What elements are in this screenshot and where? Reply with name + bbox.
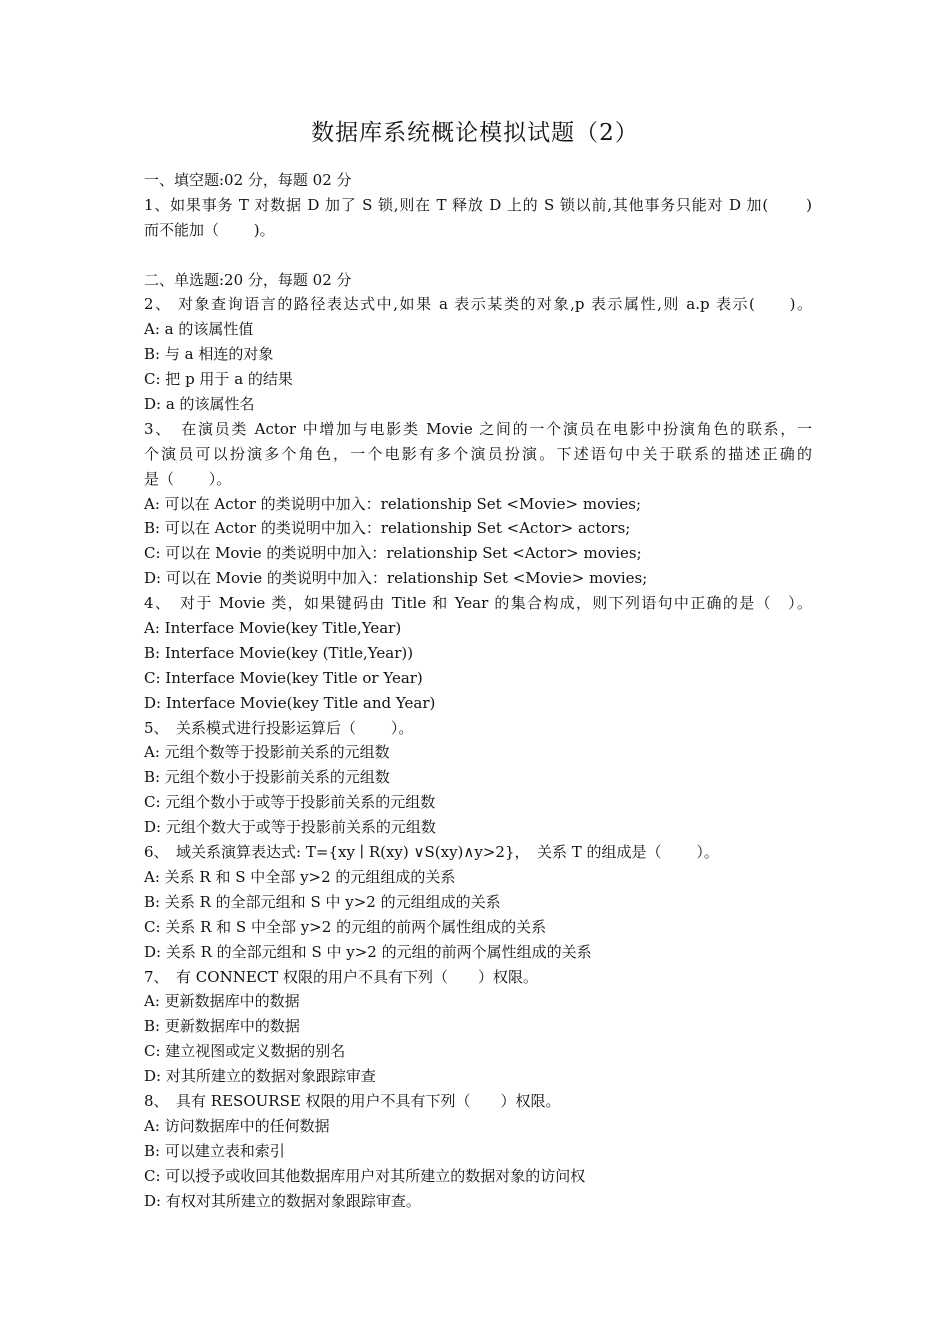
question-text: 3、 在演员类 Actor 中增加与电影类 Movie 之间的一个演员在电影中扮演角色的联系，一 — [144, 419, 812, 438]
answer-option: A: 元组个数等于投影前关系的元组数 — [144, 743, 390, 762]
answer-option: B: 与 a 相连的对象 — [144, 345, 274, 364]
answer-option: D: 元组个数大于或等于投影前关系的元组数 — [144, 818, 436, 837]
question-text: 而不能加（ )。 — [144, 220, 275, 239]
question-body — [144, 168, 812, 1213]
answer-option: C: 关系 R 和 S 中全部 y>2 的元组的前两个属性组成的关系 — [144, 917, 547, 936]
answer-option: A: a 的该属性值 — [144, 320, 254, 339]
answer-option: B: 可以建立表和索引 — [144, 1141, 285, 1160]
answer-option: B: 更新数据库中的数据 — [144, 1017, 300, 1036]
answer-option: A: 访问数据库中的任何数据 — [144, 1116, 330, 1135]
answer-option: D: a 的该属性名 — [144, 395, 255, 414]
answer-option: A: 可以在 Actor 的类说明中加入：relationship Set <Movie> movies; — [144, 494, 642, 513]
question-text: 2、 对象查询语言的路径表达式中,如果 a 表示某类的对象,p 表示属性,则 a.p 表示( )。 — [144, 295, 812, 314]
answer-option: D: 关系 R 的全部元组和 S 中 y>2 的元组的前两个属性组成的关系 — [144, 942, 592, 961]
question-text: 个演员可以扮演多个角色，一个电影有多个演员扮演。下述语句中关于联系的描述正确的 — [144, 444, 812, 463]
answer-option: C: 可以授予或收回其他数据库用户对其所建立的数据对象的访问权 — [144, 1166, 586, 1185]
question-text: 4、 对于 Movie 类，如果键码由 Title 和 Year 的集合构成，则下列语句中正确的是（ ）。 — [144, 594, 812, 613]
answer-option: C: 把 p 用于 a 的结果 — [144, 370, 293, 389]
answer-option: D: 可以在 Movie 的类说明中加入：relationship Set <Movie> movies; — [144, 569, 648, 588]
question-text: 6、 域关系演算表达式: T={xy ∣ R(xy) ∨S(xy)∧y>2}， 关系 T 的组成是（ ）。 — [144, 843, 719, 862]
section-heading: 二、单选题:20 分，每题 02 分 — [144, 270, 352, 289]
section-heading: 一、填空题:02 分，每题 02 分 — [144, 171, 352, 189]
answer-option: A: 更新数据库中的数据 — [144, 992, 300, 1011]
answer-option: B: 关系 R 的全部元组和 S 中 y>2 的元组组成的关系 — [144, 892, 501, 911]
answer-option: D: 有权对其所建立的数据对象跟踪审查。 — [144, 1191, 421, 1210]
answer-option: C: Interface Movie(key Title or Year) — [144, 668, 423, 687]
answer-option: A: Interface Movie(key Title,Year) — [144, 619, 402, 638]
blank-line — [144, 243, 812, 268]
answer-option: A: 关系 R 和 S 中全部 y>2 的元组组成的关系 — [144, 867, 456, 886]
answer-option: B: 可以在 Actor 的类说明中加入：relationship Set <Actor> actors; — [144, 519, 631, 538]
page-title: 数据库系统概论模拟试题（2） — [311, 120, 639, 146]
question-text: 7、 有 CONNECT 权限的用户不具有下列（ ）权限。 — [144, 967, 539, 986]
answer-option: D: Interface Movie(key Title and Year) — [144, 693, 436, 712]
question-text: 是（ ）。 — [144, 469, 232, 488]
answer-option: D: 对其所建立的数据对象跟踪审查 — [144, 1067, 376, 1086]
answer-option: C: 建立视图或定义数据的别名 — [144, 1042, 346, 1061]
answer-option: B: Interface Movie(key (Title,Year)) — [144, 643, 414, 662]
answer-option: B: 元组个数小于投影前关系的元组数 — [144, 768, 390, 787]
question-text: 5、 关系模式进行投影运算后（ ）。 — [144, 718, 414, 737]
question-text: 8、 具有 RESOURSE 权限的用户不具有下列（ ）权限。 — [144, 1091, 561, 1110]
question-text: 1、如果事务 T 对数据 D 加了 S 锁,则在 T 释放 D 上的 S 锁以前,其他事务只能对 D 加( ) — [144, 195, 812, 214]
answer-option: C: 元组个数小于或等于投影前关系的元组数 — [144, 793, 436, 812]
answer-option: C: 可以在 Movie 的类说明中加入：relationship Set <Actor> movies; — [144, 544, 642, 563]
